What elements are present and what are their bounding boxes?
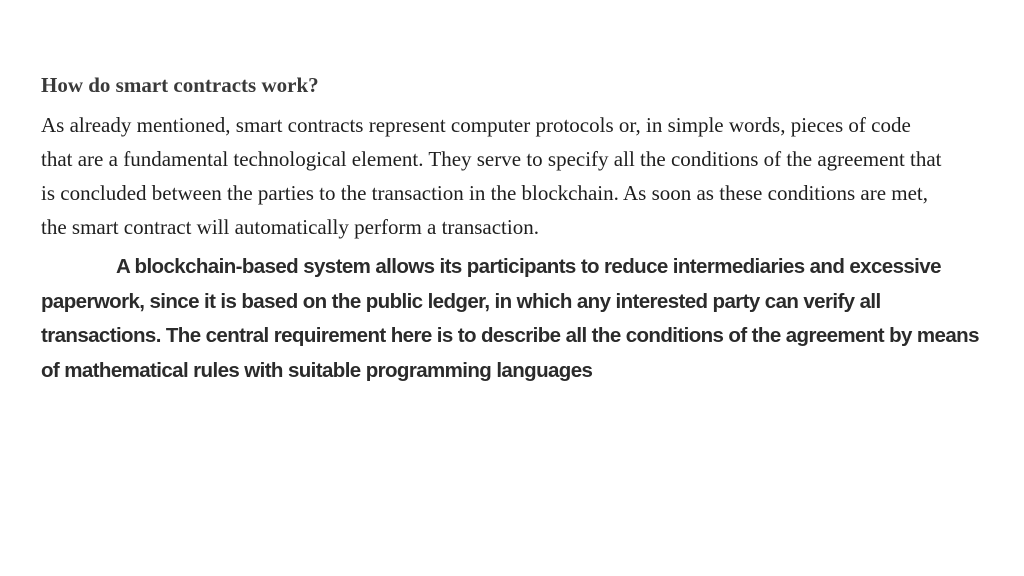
section-heading: How do smart contracts work?	[41, 73, 319, 97]
document-page	[41, 68, 991, 388]
paragraph-intro: As already mentioned, smart contracts represent computer protocols or, in simple words, pieces of code that are a fundamental technological element. They serve to specify all the conditions of the agreement that is concluded between the parties to the transaction in the blockchain. As soon as these conditions are met, the smart contract will automatically perform a transaction.	[41, 113, 942, 239]
paragraph-blockchain: A blockchain-based system allows its participants to reduce intermediaries and excessive paperwork, since it is based on the public ledger, in which any interested party can verify all transactions. The central requirement here is to describe all the conditions of the agreement by means of mathematical rules with suitable programming languages	[41, 255, 979, 382]
